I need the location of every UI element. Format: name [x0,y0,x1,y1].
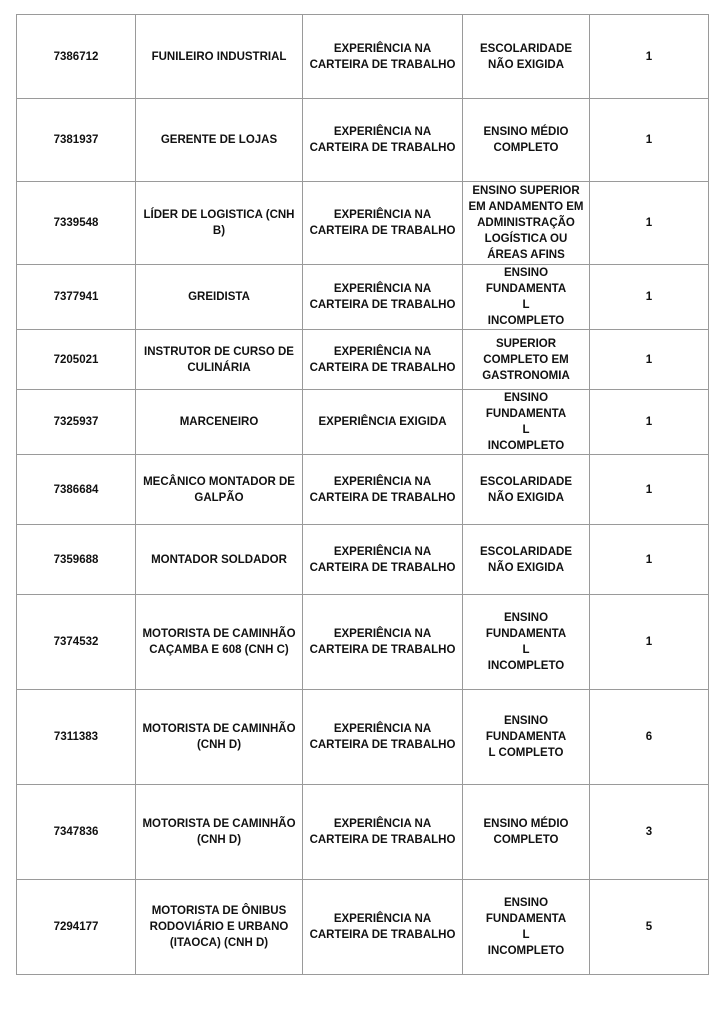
role-cell: MONTADOR SOLDADOR [136,525,303,595]
code-cell: 7377941 [17,265,136,330]
experience-cell: EXPERIÊNCIA NA CARTEIRA DE TRABALHO [303,690,463,785]
education-cell: ESCOLARIDADE NÃO EXIGIDA [463,525,590,595]
experience-cell: EXPERIÊNCIA NA CARTEIRA DE TRABALHO [303,330,463,390]
education-cell: SUPERIOR COMPLETO EM GASTRONOMIA [463,330,590,390]
vacancies-cell: 1 [590,525,709,595]
experience-cell: EXPERIÊNCIA NA CARTEIRA DE TRABALHO [303,15,463,99]
role-cell: MOTORISTA DE CAMINHÃO CAÇAMBA E 608 (CNH C) [136,595,303,690]
education-cell: ESCOLARIDADE NÃO EXIGIDA [463,455,590,525]
code-cell: 7339548 [17,182,136,265]
vacancies-cell: 1 [590,595,709,690]
table-row [17,880,709,975]
table-row [17,595,709,690]
role-cell: MARCENEIRO [136,390,303,455]
table-row [17,182,709,265]
table-row [17,99,709,182]
table-row [17,390,709,455]
experience-cell: EXPERIÊNCIA NA CARTEIRA DE TRABALHO [303,525,463,595]
vacancies-cell: 1 [590,390,709,455]
vacancies-cell: 1 [590,99,709,182]
vacancies-cell: 1 [590,265,709,330]
role-cell: MECÂNICO MONTADOR DE GALPÃO [136,455,303,525]
code-cell: 7359688 [17,525,136,595]
vacancies-cell: 1 [590,182,709,265]
experience-cell: EXPERIÊNCIA NA CARTEIRA DE TRABALHO [303,455,463,525]
education-cell: ENSINO FUNDAMENTAL INCOMPLETO [463,390,590,455]
experience-cell: EXPERIÊNCIA NA CARTEIRA DE TRABALHO [303,265,463,330]
education-cell: ENSINO FUNDAMENTAL COMPLETO [463,690,590,785]
table-row [17,455,709,525]
code-cell: 7347836 [17,785,136,880]
experience-cell: EXPERIÊNCIA NA CARTEIRA DE TRABALHO [303,182,463,265]
code-cell: 7294177 [17,880,136,975]
role-cell: INSTRUTOR DE CURSO DE CULINÁRIA [136,330,303,390]
role-cell: MOTORISTA DE ÔNIBUS RODOVIÁRIO E URBANO (ITAOCA) (CNH D) [136,880,303,975]
vacancies-cell: 1 [590,330,709,390]
table-row [17,330,709,390]
education-cell: ENSINO FUNDAMENTAL INCOMPLETO [463,880,590,975]
code-cell: 7311383 [17,690,136,785]
education-cell: ESCOLARIDADE NÃO EXIGIDA [463,15,590,99]
vacancies-cell: 5 [590,880,709,975]
table-row [17,785,709,880]
code-cell: 7325937 [17,390,136,455]
table-row [17,525,709,595]
code-cell: 7205021 [17,330,136,390]
table-row [17,15,709,99]
vacancies-cell: 1 [590,455,709,525]
vacancies-cell: 3 [590,785,709,880]
vacancies-cell: 1 [590,15,709,99]
role-cell: MOTORISTA DE CAMINHÃO (CNH D) [136,690,303,785]
table-row [17,690,709,785]
education-cell: ENSINO SUPERIOR EM ANDAMENTO EM ADMINISTRAÇÃO LOGÍSTICA OU ÁREAS AFINS [463,182,590,265]
experience-cell: EXPERIÊNCIA NA CARTEIRA DE TRABALHO [303,880,463,975]
role-cell: GREIDISTA [136,265,303,330]
role-cell: GERENTE DE LOJAS [136,99,303,182]
job-vacancies-table [16,14,709,975]
experience-cell: EXPERIÊNCIA NA CARTEIRA DE TRABALHO [303,99,463,182]
code-cell: 7386684 [17,455,136,525]
education-cell: ENSINO MÉDIO COMPLETO [463,99,590,182]
experience-cell: EXPERIÊNCIA NA CARTEIRA DE TRABALHO [303,785,463,880]
education-cell: ENSINO MÉDIO COMPLETO [463,785,590,880]
code-cell: 7386712 [17,15,136,99]
code-cell: 7374532 [17,595,136,690]
table-row [17,265,709,330]
role-cell: LÍDER DE LOGISTICA (CNH B) [136,182,303,265]
experience-cell: EXPERIÊNCIA NA CARTEIRA DE TRABALHO [303,595,463,690]
code-cell: 7381937 [17,99,136,182]
vacancies-cell: 6 [590,690,709,785]
education-cell: ENSINO FUNDAMENTAL INCOMPLETO [463,265,590,330]
role-cell: FUNILEIRO INDUSTRIAL [136,15,303,99]
role-cell: MOTORISTA DE CAMINHÃO (CNH D) [136,785,303,880]
experience-cell: EXPERIÊNCIA EXIGIDA [303,390,463,455]
education-cell: ENSINO FUNDAMENTAL INCOMPLETO [463,595,590,690]
